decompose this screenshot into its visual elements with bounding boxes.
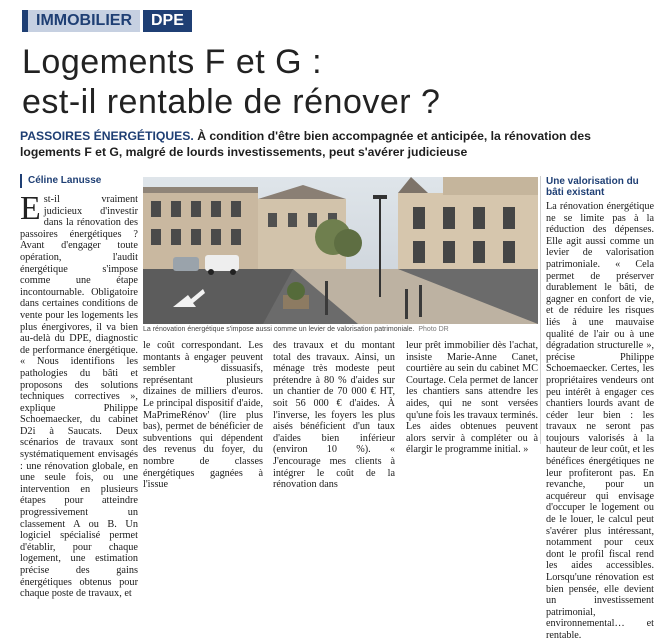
drop-cap: E: [20, 190, 41, 227]
body-column-1: [20, 190, 138, 600]
standfirst-text: À condition d'être bien accompagnée et anticipée, la rénovation des logements F et G, malgré de lourds investissements, peut s'avérer judicieuse: [20, 129, 591, 159]
body-column-3: des travaux et du montant total des travaux. Ainsi, un ménage très modeste peut prétendre à 80 % d'aides sur un chantier de 70 000 € HT, soit 56 000 € d'aides. À l'inverse, les foyers les plus aisés bénéficient d'un taux d'aides bien inférieur (environ 10 %). « J'encourage mes clients à intégrer le coût de la rénovation dans: [273, 340, 395, 491]
byline: Céline Lanusse: [20, 174, 101, 188]
photo-credit: Photo DR: [418, 326, 449, 333]
headline-line-2: est-il rentable de rénover ?: [22, 83, 441, 121]
street-scene-illustration: [143, 177, 538, 324]
column-divider: [540, 176, 541, 444]
body-column-2: le coût correspondant. Les montants à engager peuvent sembler dissuasifs, représentant plusieurs dizaines de milliers d'euros. Le principal dispositif d'aide, MaPrimeRénov' (lire plus bas), permet de bénéficier de subventions qui dépendent des revenus du foyer, du nombre de classes énergétiques gagnées à l'issue: [143, 340, 263, 491]
body-column-4: leur prêt immobilier dès l'achat, insiste Marie-Anne Canet, courtière au sein du cabinet MC Courtage. Cela permet de lancer les chantiers sans attendre les aides, qui ne sont versées qu'une fois les travaux terminés. Les aides obtenues peuvent alors servir à compléter ou à élargir le programme initial. »: [406, 340, 538, 456]
standfirst: [20, 128, 652, 160]
sidebar-intertitle: Une valorisation du bâti existant: [546, 176, 639, 198]
sidebar-text: La rénovation énergétique ne se limite pas à la réduction des dépenses. Elle agit aussi comme un levier de valorisation patrimoniale. « Cela permet de préserver durablement le bâti, de gagner en confort de vie, et de réduire les risques liés à une mauvaise qualité de l'air ou à une dégradation structurelle », précise Philippe Schoemaecker. Certes, les propriétaires vendeurs ont peu intérêt à engager ces chantiers lourds avant de céder leur bien : les travaux ne seront pas toujours valorisés à la hauteur de leur coût, et les bénéfices énergétiques ne leur profiteront pas. En revanche, pour un acquéreur qui envisage d'occuper le logement ou de le louer, le calcul peut s'avérer plus intéressant, notamment pour ceux dont le profil fiscal rend les aides accessibles. Lorsqu'une rénovation est bien pensée, elle devient un investissement patrimonial, environnemental… et rentable.: [546, 201, 654, 641]
photo-caption-text: La rénovation énergétique s'impose aussi comme un levier de valorisation patrimoniale.: [143, 326, 415, 333]
body-column-1-text: st-il vraiment judicieux d'investir dans la rénovation des passoires énergétiques ? Avant d'engager toute opération, l'audit énergétique s'impose comme une étape incontournable. Obligatoire dans certaines conditions de vente pour les logements les plus énergivores, il va bien au-delà du DPE, diagnostic de performance énergétique. « Nous identifions les pathologies du bâti et proposons des solutions techniques correctives », explique Philippe Schoemaecker, du cabinet D2i à Saucats. Deux scénarios de travaux sont systématiquement envisagés : une rénovation globale, en une seule fois, ou une intervention en plusieurs étapes pour atteindre progressivement un classement A ou B. Un logiciel spécialisé permet d'établir, pour chaque logement, une estimation précise des gains énergétiques obtenus pour chaque poste de travaux, et: [20, 194, 138, 600]
standfirst-lead: PASSOIRES ÉNERGÉTIQUES.: [20, 129, 194, 143]
photo-caption: [143, 325, 538, 334]
article-photo: [143, 177, 538, 324]
headline-line-1: Logements F et G :: [22, 43, 323, 81]
tag-label: DPE: [143, 10, 192, 32]
sidebar-column: [546, 176, 654, 642]
headline: [22, 42, 642, 122]
section-kicker: [22, 10, 192, 32]
section-label: IMMOBILIER: [22, 10, 140, 32]
